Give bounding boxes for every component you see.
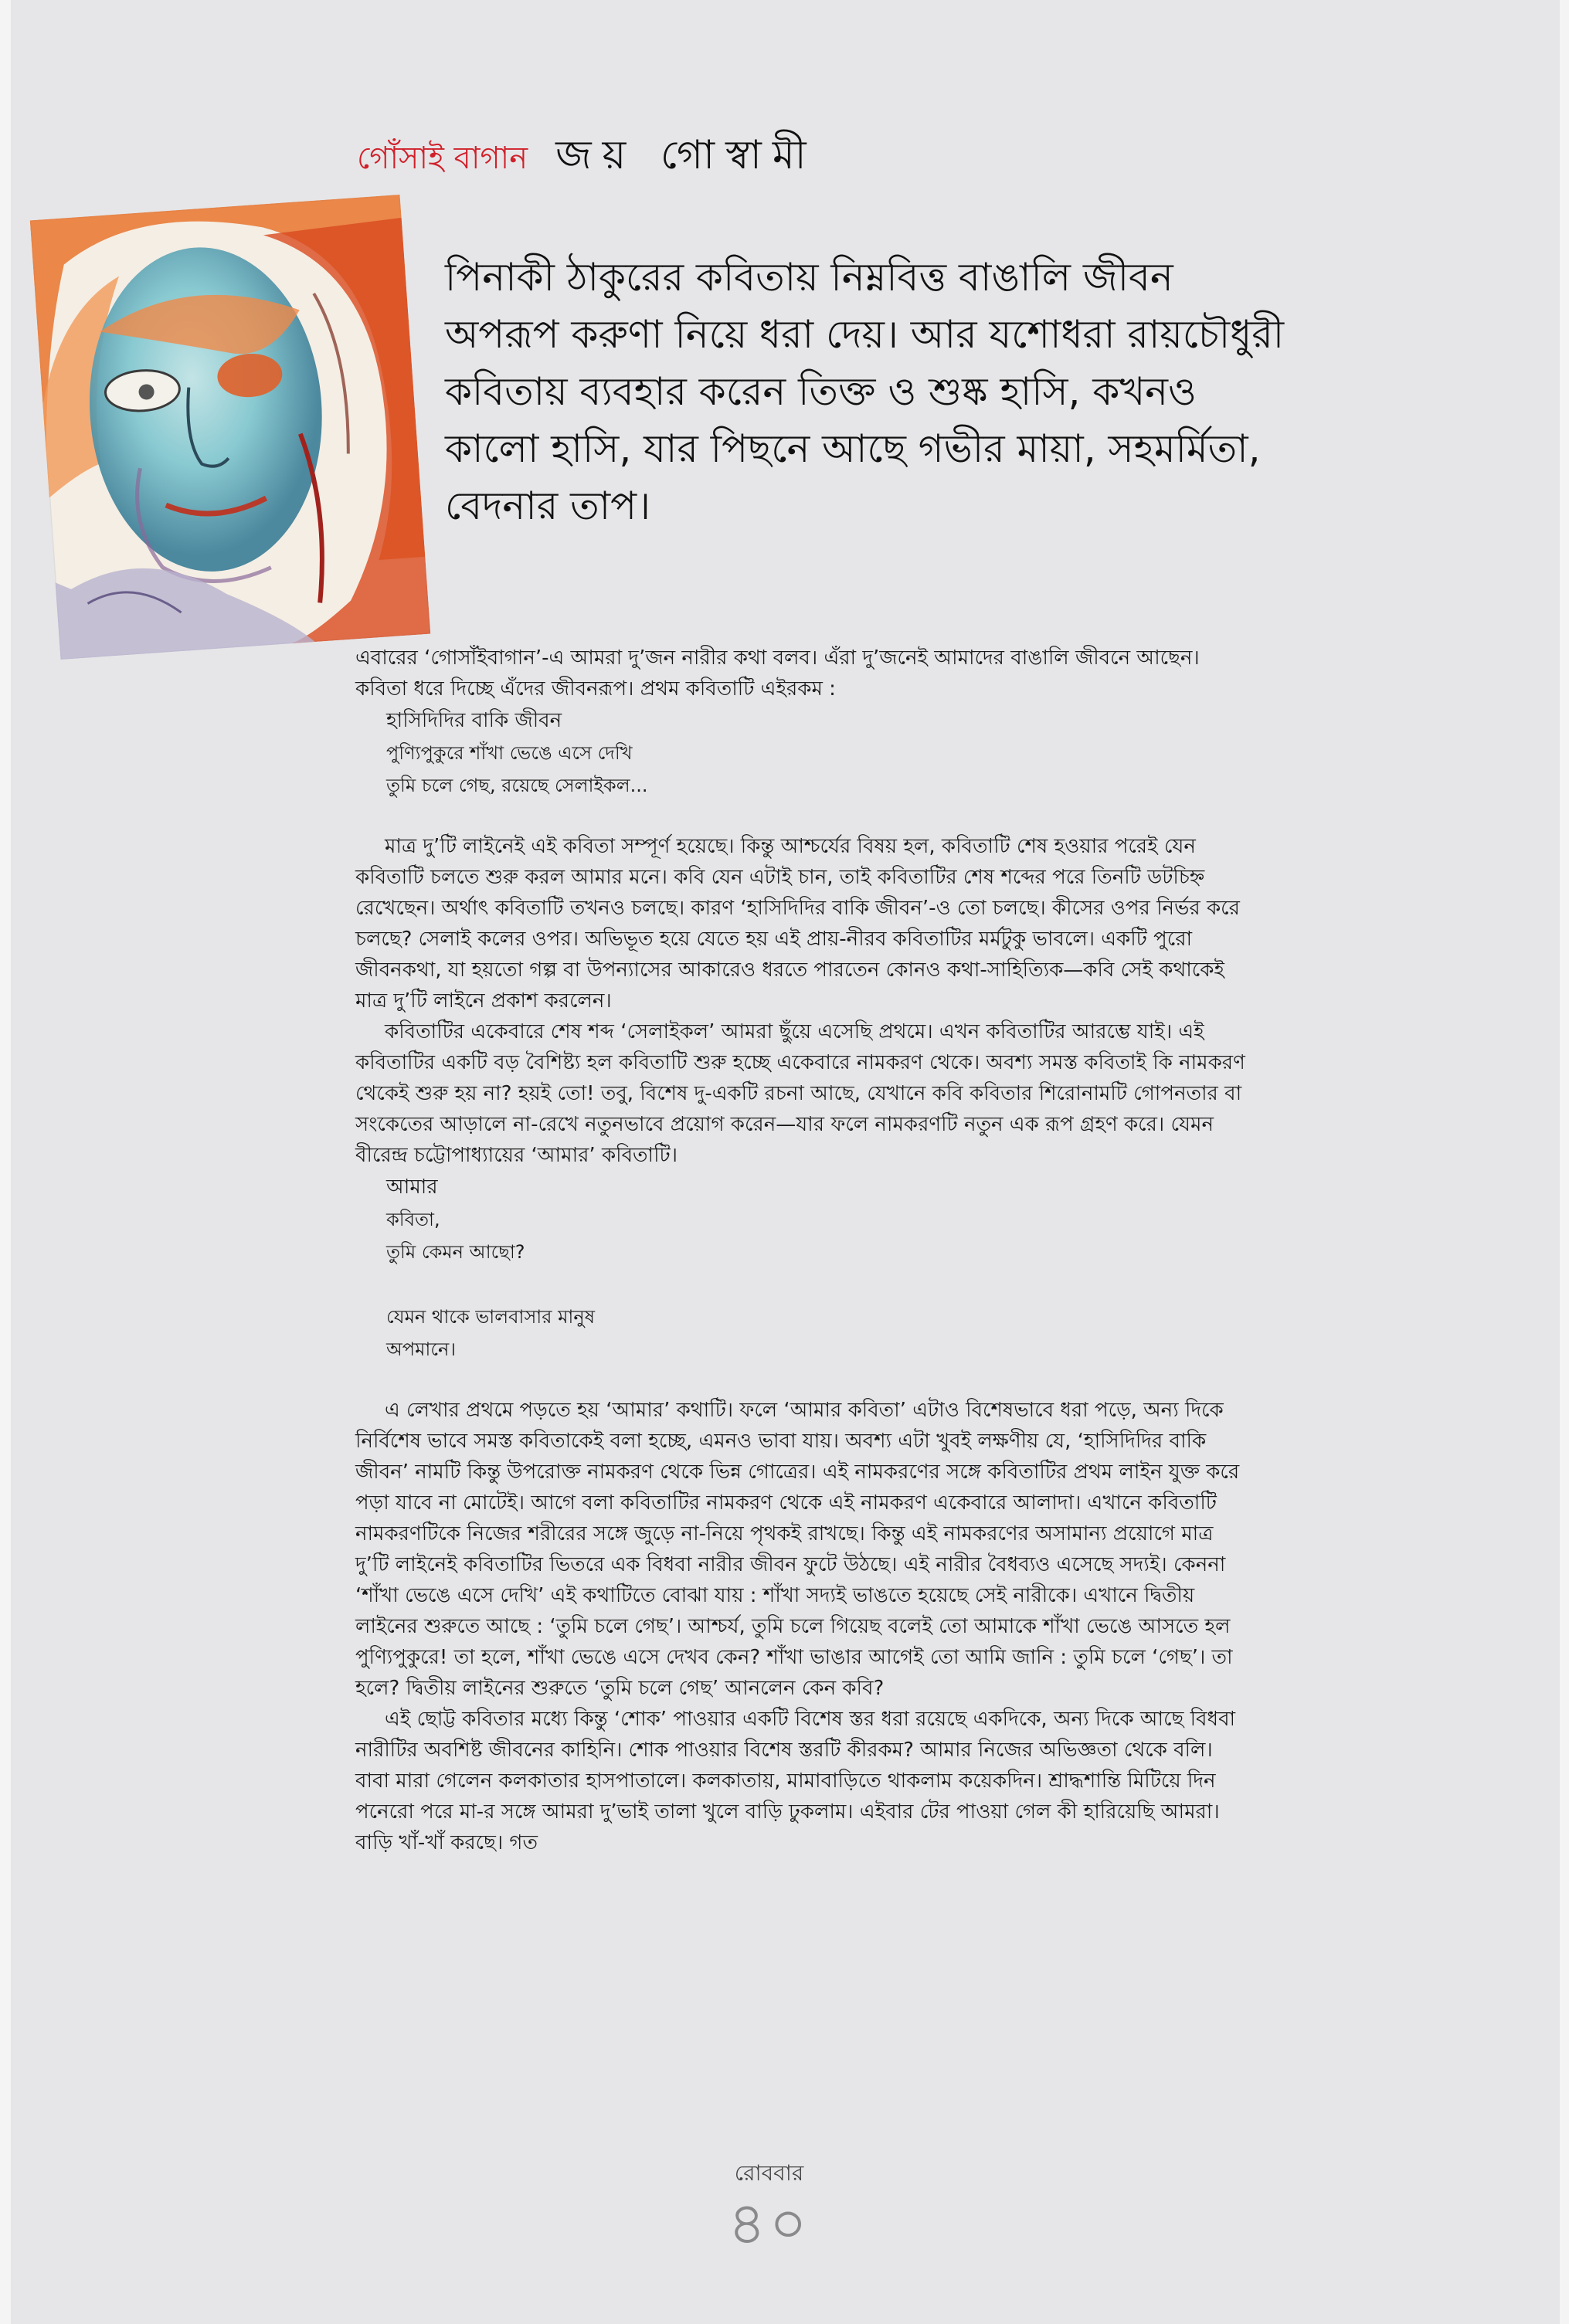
page-number: ৪০	[728, 2189, 810, 2258]
paragraph: কবিতাটির একেবারে শেষ শব্দ ‘সেলাইকল’ আমরা ছুঁয়ে এসেছি প্রথমে। এখন কবিতাটির আরম্ভে যাই। এই কবিতাটির একটি বড় বৈশিষ্ট্য হল কবিতাটি শুরু হচ্ছে একেবারে নামকরণ থেকে। অবশ্য সমস্ত কবিতাই কি নামকরণ থেকেই শুরু হয় না? হয়ই তো! তবু, বিশেষ দু-একটি রচনা আছে, যেখানে কবি কবিতার শিরোনামটি গোপনতার বা সংকেতের আড়ালে না-রেখে নতুনভাবে প্রয়োগ করেন—যার ফলে নামকরণটি নতুন এক রূপ গ্রহণ করে। যেমন বীরেন্দ্র চট্টোপাধ্যায়ের ‘আমার’ কবিতাটি।	[355, 1020, 1245, 1167]
paragraph: এবারের ‘গোসাঁইবাগান’-এ আমরা দু’জন নারীর কথা বলব। এঁরা দু’জনেই আমাদের বাঙালি জীবনে আছেন। কবিতা ধরে দিচ্ছে এঁদের জীবনরূপ। প্রথম কবিতাটি এইরকম :	[355, 646, 1200, 701]
poem-line: অপমানে।	[386, 1338, 456, 1360]
author-name: জয় গোস্বামী	[555, 132, 817, 178]
page-footer	[0, 2156, 1569, 2258]
poem-line: কবিতা,	[386, 1209, 440, 1230]
pull-quote: পিনাকী ঠাকুরের কবিতায় নিম্নবিত্ত বাঙালি জীবন অপরূপ করুণা নিয়ে ধরা দেয়। আর যশোধরা রায়চৌধুরী কবিতায় ব্যবহার করেন তিক্ত ও শুষ্ক হাসি, কখনও কালো হাসি, যার পিছনে আছে গভীর মায়া, সহমর্মিতা, বেদনার তাপ।	[445, 255, 1285, 528]
poem-title: হাসিদিদির বাকি জীবন	[386, 709, 562, 732]
poem-amar	[386, 1171, 1251, 1366]
paragraph: মাত্র দু’টি লাইনেই এই কবিতা সম্পূর্ণ হয়েছে। কিন্তু আশ্চর্যের বিষয় হল, কবিতাটি শেষ হওয়ার পরেই যেন কবিতাটি চলতে শুরু করল আমার মনে। কবি যেন এটাই চান, তাই কবিতাটির শেষ শব্দের পরে তিনটি ডটচিহ্ন রেখেছেন। অর্থাৎ কবিতাটি তখনও চলছে। কারণ ‘হাসিদিদির বাকি জীবন’-ও তো চলছে। কীসের ওপর নির্ভর করে চলছে? সেলাই কলের ওপর। অভিভূত হয়ে যেতে হয় এই প্রায়-নীরব কবিতাটির মর্মটুকু ভাবলে। একটি পুরো জীবনকথা, যা হয়তো গল্প বা উপন্যাসের আকারেও ধরতে পারতেন কোনও কথা-সাহিত্যিক—কবি সেই কথাকেই মাত্র দু’টি লাইনে প্রকাশ করলেন।	[355, 835, 1240, 1013]
poem-line: পুণ্যিপুকুরে শাঁখা ভেঙে এসে দেখি	[386, 742, 633, 764]
poem-stanza-break	[386, 1268, 1251, 1301]
paragraph: এ লেখার প্রথমে পড়তে হয় ‘আমার’ কথাটি। ফলে ‘আমার কবিতা’ এটাও বিশেষভাবে ধরা পড়ে, অন্য দিকে নির্বিশেষ ভাবে সমস্ত কবিতাকেই বলা হচ্ছে, এমনও ভাবা যায়। অবশ্য এটা খুবই লক্ষণীয় যে, ‘হাসিদিদির বাকি জীবন’ নামটি কিন্তু উপরোক্ত নামকরণ থেকে ভিন্ন গোত্রের। এই নামকরণের সঙ্গে কবিতাটির প্রথম লাইন যুক্ত করে পড়া যাবে না মোটেই। আগে বলা কবিতাটির নামকরণ থেকে এই নামকরণ একেবারে আলাদা। এখানে কবিতাটি নামকরণটিকে নিজের শরীরের সঙ্গে জুড়ে না-নিয়ে পৃথকই রাখছে। কিন্তু এই নামকরণের অসামান্য প্রয়োগে মাত্র দু’টি লাইনেই কবিতাটির ভিতরে এক বিধবা নারীর জীবন ফুটে উঠছে। এই নারীর বৈধব্যও এসেছে সদ্যই। কেননা ‘শাঁখা ভেঙে এসে দেখি’ এই কথাটিতে বোঝা যায় : শাঁখা সদ্যই ভাঙতে হয়েছে সেই নারীকে। এখানে দ্বিতীয় লাইনের শুরুতে আছে : ‘তুমি চলে গেছ’। আশ্চর্য, তুমি চলে গিয়েছ বলেই তো আমাকে শাঁখা ভেঙে আসতে হল পুণ্যিপুকুরে! তা হলে, শাঁখা ভেঙে এসে দেখব কেন? শাঁখা ভাঙার আগেই তো আমি জানি : তুমি চলে ‘গেছ’। তা হলে? দ্বিতীয় লাইনের শুরুতে ‘তুমি চলে গেছ’ আনলেন কেন কবি?	[355, 1399, 1240, 1700]
portrait-painting	[30, 195, 431, 660]
poem-line: তুমি চলে গেছ, রয়েছে সেলাইকল...	[386, 775, 648, 796]
article-header	[357, 124, 817, 185]
column-name: গোঁসাই বাগান	[357, 141, 528, 176]
poem-hasididi	[386, 704, 1251, 802]
magazine-name: রোববার	[734, 2160, 804, 2186]
poem-line: যেমন থাকে ভালবাসার মানুষ	[386, 1306, 595, 1328]
article-body	[355, 643, 1251, 1858]
page-edge-left	[0, 0, 11, 2324]
spacer	[355, 802, 1251, 831]
poem-title: আমার	[386, 1176, 438, 1199]
portrait-painting-svg	[30, 195, 431, 660]
poem-line: তুমি কেমন আছো?	[386, 1241, 525, 1263]
page-edge-right	[1560, 0, 1569, 2324]
spacer	[355, 1366, 1251, 1395]
paragraph: এই ছোট্ট কবিতার মধ্যে কিন্তু ‘শোক’ পাওয়ার একটি বিশেষ স্তর ধরা রয়েছে একদিকে, অন্য দিকে আছে বিধবা নারীটির অবশিষ্ট জীবনের কাহিনি। শোক পাওয়ার বিশেষ স্তরটি কীরকম? আমার নিজের অভিজ্ঞতা থেকে বলি। বাবা মারা গেলেন কলকাতার হাসপাতালে। কলকাতায়, মামাবাড়িতে থাকলাম কয়েকদিন। শ্রাদ্ধশান্তি মিটিয়ে দিন পনেরো পরে মা-র সঙ্গে আমরা দু’ভাই তালা খুলে বাড়ি ঢুকলাম। এইবার টের পাওয়া গেল কী হারিয়েছি আমরা। বাড়ি খাঁ-খাঁ করছে। গত	[355, 1708, 1236, 1854]
